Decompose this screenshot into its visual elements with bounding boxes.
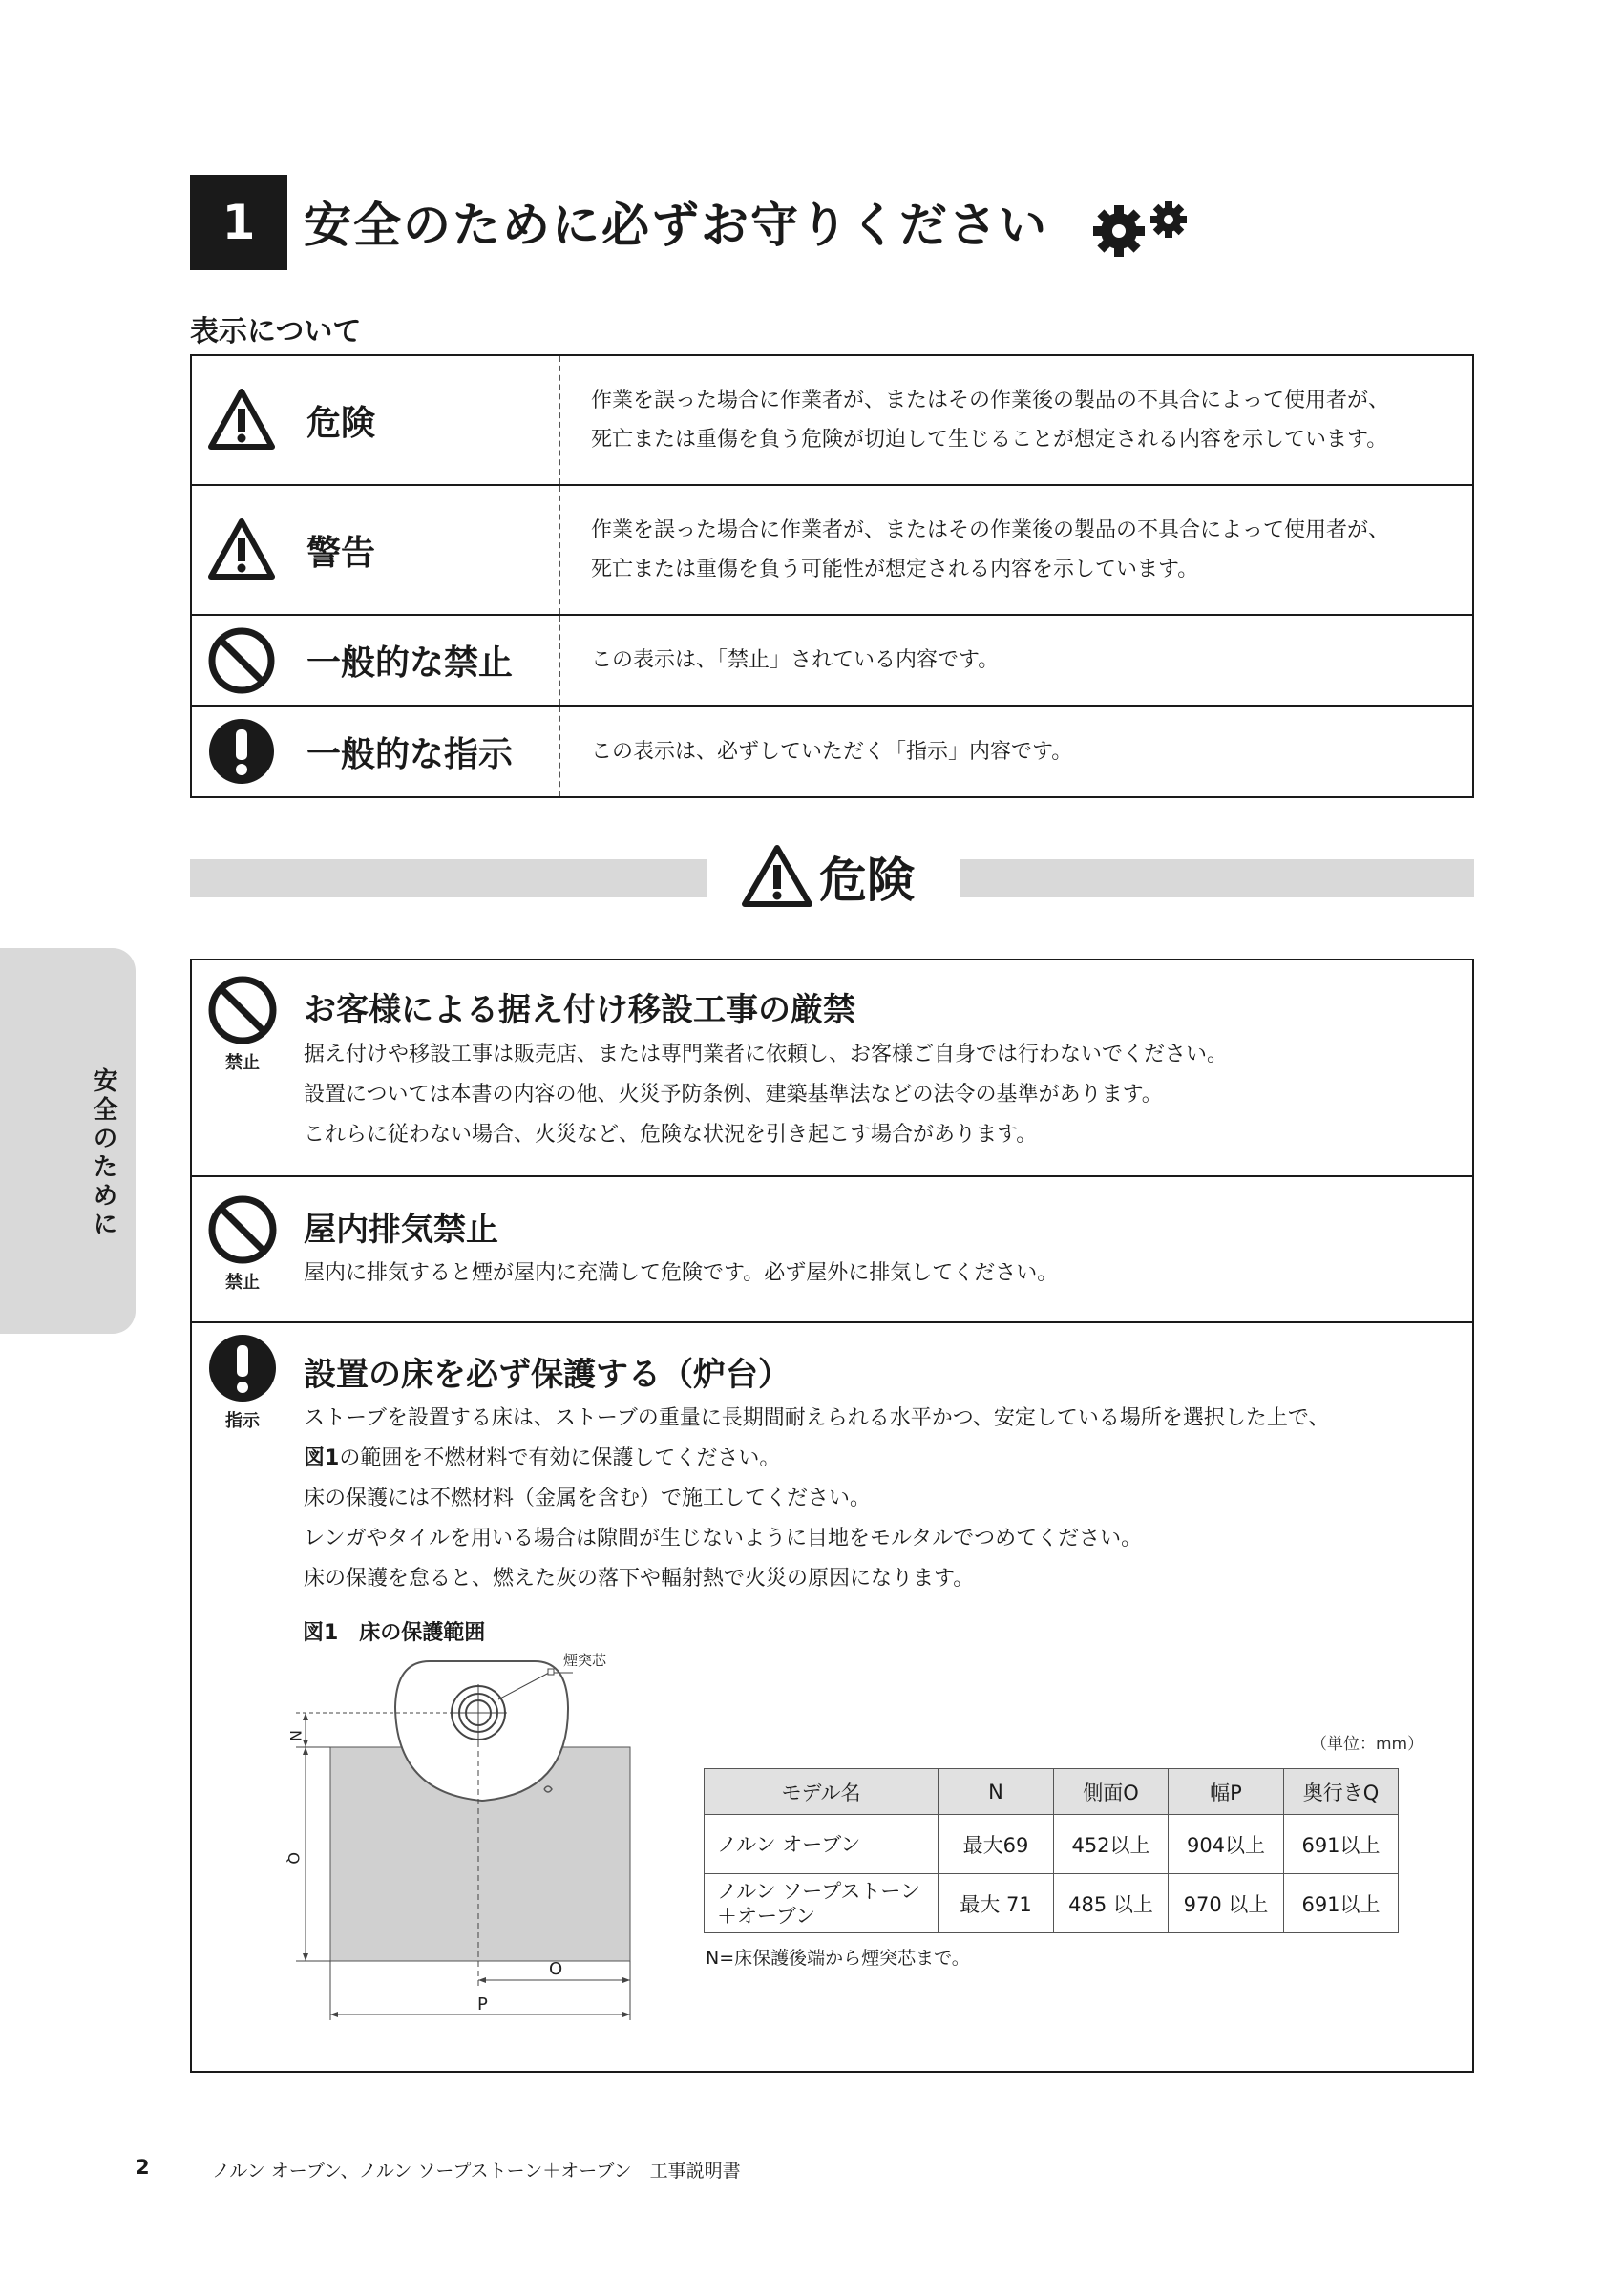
prohibition-icon [207,1194,278,1265]
legend-text: 作業を誤った場合に作業者が、またはその作業後の製品の不具合によって使用者が、 [591,518,1390,542]
prohibition-icon [207,975,278,1045]
subheading: 表示について [190,315,362,348]
item-line: 屋内に排気すると煙が屋内に充満して危険です。必ず屋外に排気してください。 [304,1261,1059,1285]
page-title: 安全のために必ずお守りください [304,198,1048,253]
icon-caption: 禁止 [225,1273,260,1293]
spec-table [704,1768,1399,1933]
page-number: 2 [136,2156,150,2179]
item-line: 据え付けや移設工事は販売店、または専門業者に依頼し、お客様ご自身では行わないでください。 [304,1043,1229,1066]
cell-p: 904以上 [1169,1815,1284,1874]
item-icon-block [206,1194,279,1294]
dimension-label-n: N [286,1730,305,1741]
table-row [705,1815,1399,1874]
icon-caption: 指示 [225,1411,260,1431]
cell-q: 691以上 [1284,1874,1399,1933]
item-title: お客様による据え付け移設工事の厳禁 [304,991,855,1029]
item-line: 床の保護には不燃材料（金属を含む）で施工してください。 [304,1487,872,1510]
section-number: 1 [190,175,287,270]
item-icon-block [206,1333,279,1432]
divider [190,1175,1474,1177]
legend-row-prohibition [192,616,1472,707]
column-header: 幅P [1169,1769,1284,1815]
item-icon-block [206,975,279,1074]
legend-text: この表示は、「禁止」されている内容です。 [591,648,1000,672]
column-header: 側面O [1054,1769,1169,1815]
column-header: 奥行きQ [1284,1769,1399,1815]
legend-text: 死亡または重傷を負う危険が切迫して生じることが想定される内容を示しています。 [591,428,1388,452]
item-title: 設置の床を必ず保護する（炉台） [304,1356,791,1394]
warning-triangle-icon [207,516,276,584]
model-name: ノルン オーブン [717,1832,861,1856]
model-name: ノルン ソープストーン [717,1879,920,1903]
item-line: レンガやタイルを用いる場合は隙間が生じないように目地をモルタルでつめてください。 [304,1527,1143,1550]
cell-p: 970 以上 [1169,1874,1284,1933]
legend-table [190,354,1474,798]
table-row [705,1874,1399,1933]
legend-text: この表示は、必ずしていただく「指示」内容です。 [591,739,1073,764]
item-body [304,1254,1058,1294]
column-header: N [939,1769,1054,1815]
danger-heading-text: 危険 [819,853,915,908]
divider [190,1321,1474,1323]
legend-row-danger [192,356,1472,486]
item-line-rest: の範囲を不燃材料で有効に保護してください。 [339,1446,781,1470]
exclamation-icon [207,717,276,786]
unit-label: （単位：mm） [1311,1735,1424,1754]
banner-bar-left [190,859,707,897]
table-note: N=床保護後端から煙突芯まで。 [706,1948,970,1969]
dimension-label-q: Q [285,1852,303,1865]
cell-o: 485 以上 [1054,1874,1169,1933]
dimension-label-p: P [477,1994,488,2014]
gears-icon [1090,199,1192,258]
column-header: モデル名 [705,1769,939,1815]
item-line: ストーブを設置する床は、ストーブの重量に長期間耐えられる水平かつ、安定している場所を選択した上で、 [304,1406,1330,1430]
item-title: 屋内排気禁止 [304,1211,498,1249]
cell-o: 452以上 [1054,1815,1169,1874]
legend-row-warning [192,486,1472,616]
prohibition-icon [207,626,276,695]
legend-label: 一般的な指示 [306,734,514,774]
legend-label: 危険 [306,403,376,443]
model-name-line2: ＋オーブン [717,1904,816,1928]
icon-caption: 禁止 [225,1053,260,1073]
table-header-row [705,1769,1399,1815]
cell-q: 691以上 [1284,1815,1399,1874]
chimney-label: 煙突芯 [563,1652,607,1669]
legend-text: 死亡または重傷を負う可能性が想定される内容を示しています。 [591,558,1199,581]
exclamation-icon [207,1333,278,1403]
figure-reference: 図1 [304,1446,340,1470]
item-line [304,1439,1329,1479]
model-cell [705,1874,939,1933]
side-tab-label: 安全のために [89,1067,117,1239]
item-line: 設置については本書の内容の他、火災予防条例、建築基準法などの法令の基準があります。 [304,1083,1163,1107]
cell-n: 最大 71 [939,1874,1054,1933]
model-cell [705,1815,939,1874]
item-body [304,1035,1228,1155]
floor-protection-diagram [286,1650,668,2032]
legend-row-instruction [192,707,1472,796]
legend-label: 一般的な禁止 [306,643,514,683]
footer-text: ノルン オーブン、ノルン ソープストーン＋オーブン 工事説明書 [212,2161,741,2182]
warning-triangle-icon [207,386,276,454]
legend-label: 警告 [306,533,376,573]
item-body [304,1399,1329,1599]
danger-heading [741,842,915,911]
cell-n: 最大69 [939,1815,1054,1874]
warning-triangle-icon [741,843,813,910]
item-line: 床の保護を怠ると、燃えた灰の落下や輻射熱で火災の原因になります。 [304,1567,975,1591]
item-line: これらに従わない場合、火災など、危険な状況を引き起こす場合があります。 [304,1123,1038,1147]
banner-bar-right [960,859,1474,897]
dimension-label-o: O [549,1959,563,1979]
figure-title: 図1 床の保護範囲 [303,1621,486,1645]
legend-text: 作業を誤った場合に作業者が、またはその作業後の製品の不具合によって使用者が、 [591,389,1390,412]
